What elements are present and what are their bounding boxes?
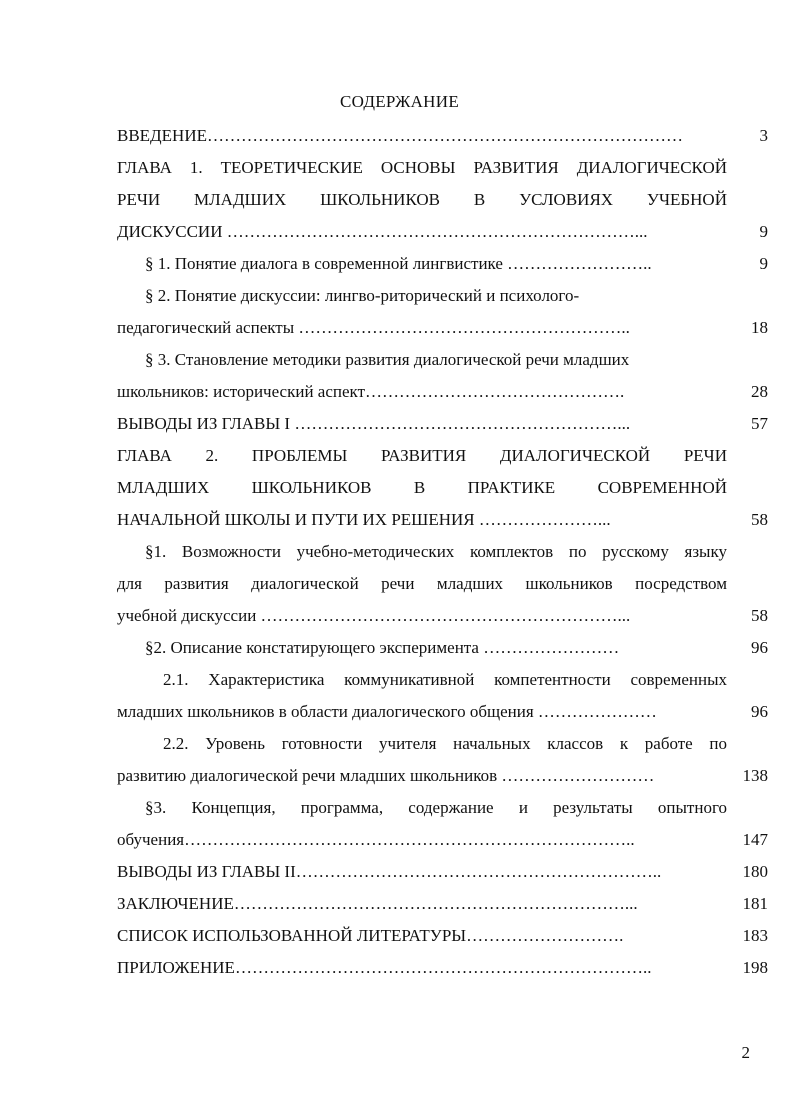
toc-entry-section-1-2-line2 [117, 316, 727, 340]
toc-entry-chapter1-line1 [117, 156, 727, 180]
toc-entry-chapter1-line2 [117, 188, 727, 212]
toc-entry-text: § 2. Понятие дискуссии: лингво-риторический и психолого- [145, 286, 580, 305]
toc-entry-section-2-1-line2 [117, 572, 727, 596]
toc-page-number: 9 [759, 222, 768, 241]
toc-entry-section-2-1-line3 [117, 604, 727, 628]
toc-page-number: 9 [759, 254, 768, 273]
toc-entry-text: МЛАДШИХ ШКОЛЬНИКОВ В ПРАКТИКЕ СОВРЕМЕННОЙ [117, 478, 727, 497]
toc-entry-intro [117, 124, 727, 148]
toc-entry-text: младших школьников в области диалогического общения ………………… [117, 702, 657, 721]
toc-page-number: 18 [751, 318, 768, 337]
toc-page-number: 57 [751, 414, 768, 433]
toc-entry-section-2-3-line1 [145, 796, 727, 820]
toc-page-number: 3 [759, 126, 768, 145]
toc-entry-section-2-1-line1 [145, 540, 727, 564]
toc-entry-references [117, 924, 727, 948]
toc-entry-section-1-2-line1 [145, 284, 727, 308]
toc-entry-text: § 1. Понятие диалога в современной лингвистике …………………….. [145, 254, 652, 273]
toc-entry-text: обучения…………………………………………………………………….. [117, 830, 635, 849]
toc-entry-text: ПРИЛОЖЕНИЕ……………………………………………………………….. [117, 958, 652, 977]
toc-entry-appendix [117, 956, 727, 980]
toc-page-number: 58 [751, 606, 768, 625]
toc-entry-text: ВЫВОДЫ ИЗ ГЛАВЫ II……………………………………………………….. [117, 862, 662, 881]
toc-page-number: 58 [751, 510, 768, 529]
toc-entry-text: для развития диалогической речи младших школьников посредством [117, 574, 727, 593]
toc-entry-section-1-3-line1 [145, 348, 727, 372]
toc-entry-text: СПИСОК ИСПОЛЬЗОВАННОЙ ЛИТЕРАТУРЫ………………………. [117, 926, 624, 945]
toc-entry-text: §3. Концепция, программа, содержание и результаты опытного [145, 798, 727, 817]
toc-entry-chapter2-line1 [117, 444, 727, 468]
toc-entry-text: развитию диалогической речи младших школьников ……………………… [117, 766, 655, 785]
page-footer-number: 2 [741, 1043, 750, 1062]
toc-page-number: 28 [751, 382, 768, 401]
toc-entry-text: ГЛАВА 1. ТЕОРЕТИЧЕСКИЕ ОСНОВЫ РАЗВИТИЯ ДИАЛОГИЧЕСКОЙ [117, 158, 727, 177]
toc-entry-subsection-2-2-1-line2 [117, 700, 727, 724]
toc-page-number: 138 [742, 766, 768, 785]
toc-page-number: 198 [742, 958, 768, 977]
toc-entry-text: ВВЕДЕНИЕ………………………………………………………………………… [117, 126, 683, 145]
toc-page-number: 96 [751, 638, 768, 657]
toc-page-number: 181 [742, 894, 768, 913]
toc-page-number: 180 [742, 862, 768, 881]
toc-entry-section-1-3-line2 [117, 380, 727, 404]
toc-page-number: 96 [751, 702, 768, 721]
toc-entry-text: § 3. Становление методики развития диалогической речи младших [145, 350, 630, 369]
toc-page-number: 147 [742, 830, 768, 849]
toc-page-number: 183 [742, 926, 768, 945]
toc-entry-subsection-2-2-1-line1 [163, 668, 727, 692]
page-title: СОДЕРЖАНИЕ [339, 92, 460, 111]
toc-entry-subsection-2-2-2-line2 [117, 764, 727, 788]
toc-entry-text: ДИСКУССИИ ………………………………………………………………... [117, 222, 648, 241]
toc-entry-text: §1. Возможности учебно-методических комплектов по русскому языку [145, 542, 727, 561]
toc-entry-text: учебной дискуссии ………………………………………………………... [117, 606, 631, 625]
toc-entry-text: ГЛАВА 2. ПРОБЛЕМЫ РАЗВИТИЯ ДИАЛОГИЧЕСКОЙ РЕЧИ [117, 446, 727, 465]
toc-entry-chapter2-line2 [117, 476, 727, 500]
toc-entry-chapter2-line3 [117, 508, 727, 532]
toc-entry-section-2-2 [145, 636, 727, 660]
toc-entry-conclusions-2 [117, 860, 727, 884]
toc-entry-section-1-1 [145, 252, 727, 276]
toc-entry-text: РЕЧИ МЛАДШИХ ШКОЛЬНИКОВ В УСЛОВИЯХ УЧЕБНОЙ [117, 190, 727, 209]
toc-entry-conclusion [117, 892, 727, 916]
toc-entry-text: ВЫВОДЫ ИЗ ГЛАВЫ I …………………………………………………... [117, 414, 631, 433]
toc-entry-subsection-2-2-2-line1 [163, 732, 727, 756]
toc-entry-chapter1-line3 [117, 220, 727, 244]
toc-entry-text: 2.1. Характеристика коммуникативной компетентности современных [163, 670, 727, 689]
toc-entry-text: школьников: исторический аспект………………………………………. [117, 382, 625, 401]
toc-entry-text: 2.2. Уровень готовности учителя начальных классов к работе по [163, 734, 727, 753]
toc-entry-text: ЗАКЛЮЧЕНИЕ……………………………………………………………... [117, 894, 638, 913]
toc-entry-text: педагогический аспекты ………………………………………………….. [117, 318, 630, 337]
toc-entry-section-2-3-line2 [117, 828, 727, 852]
toc-entry-text: НАЧАЛЬНОЙ ШКОЛЫ И ПУТИ ИХ РЕШЕНИЯ …………………... [117, 510, 611, 529]
toc-entry-text: §2. Описание констатирующего эксперимента …………………… [145, 638, 620, 657]
toc-entry-conclusions-1 [117, 412, 727, 436]
